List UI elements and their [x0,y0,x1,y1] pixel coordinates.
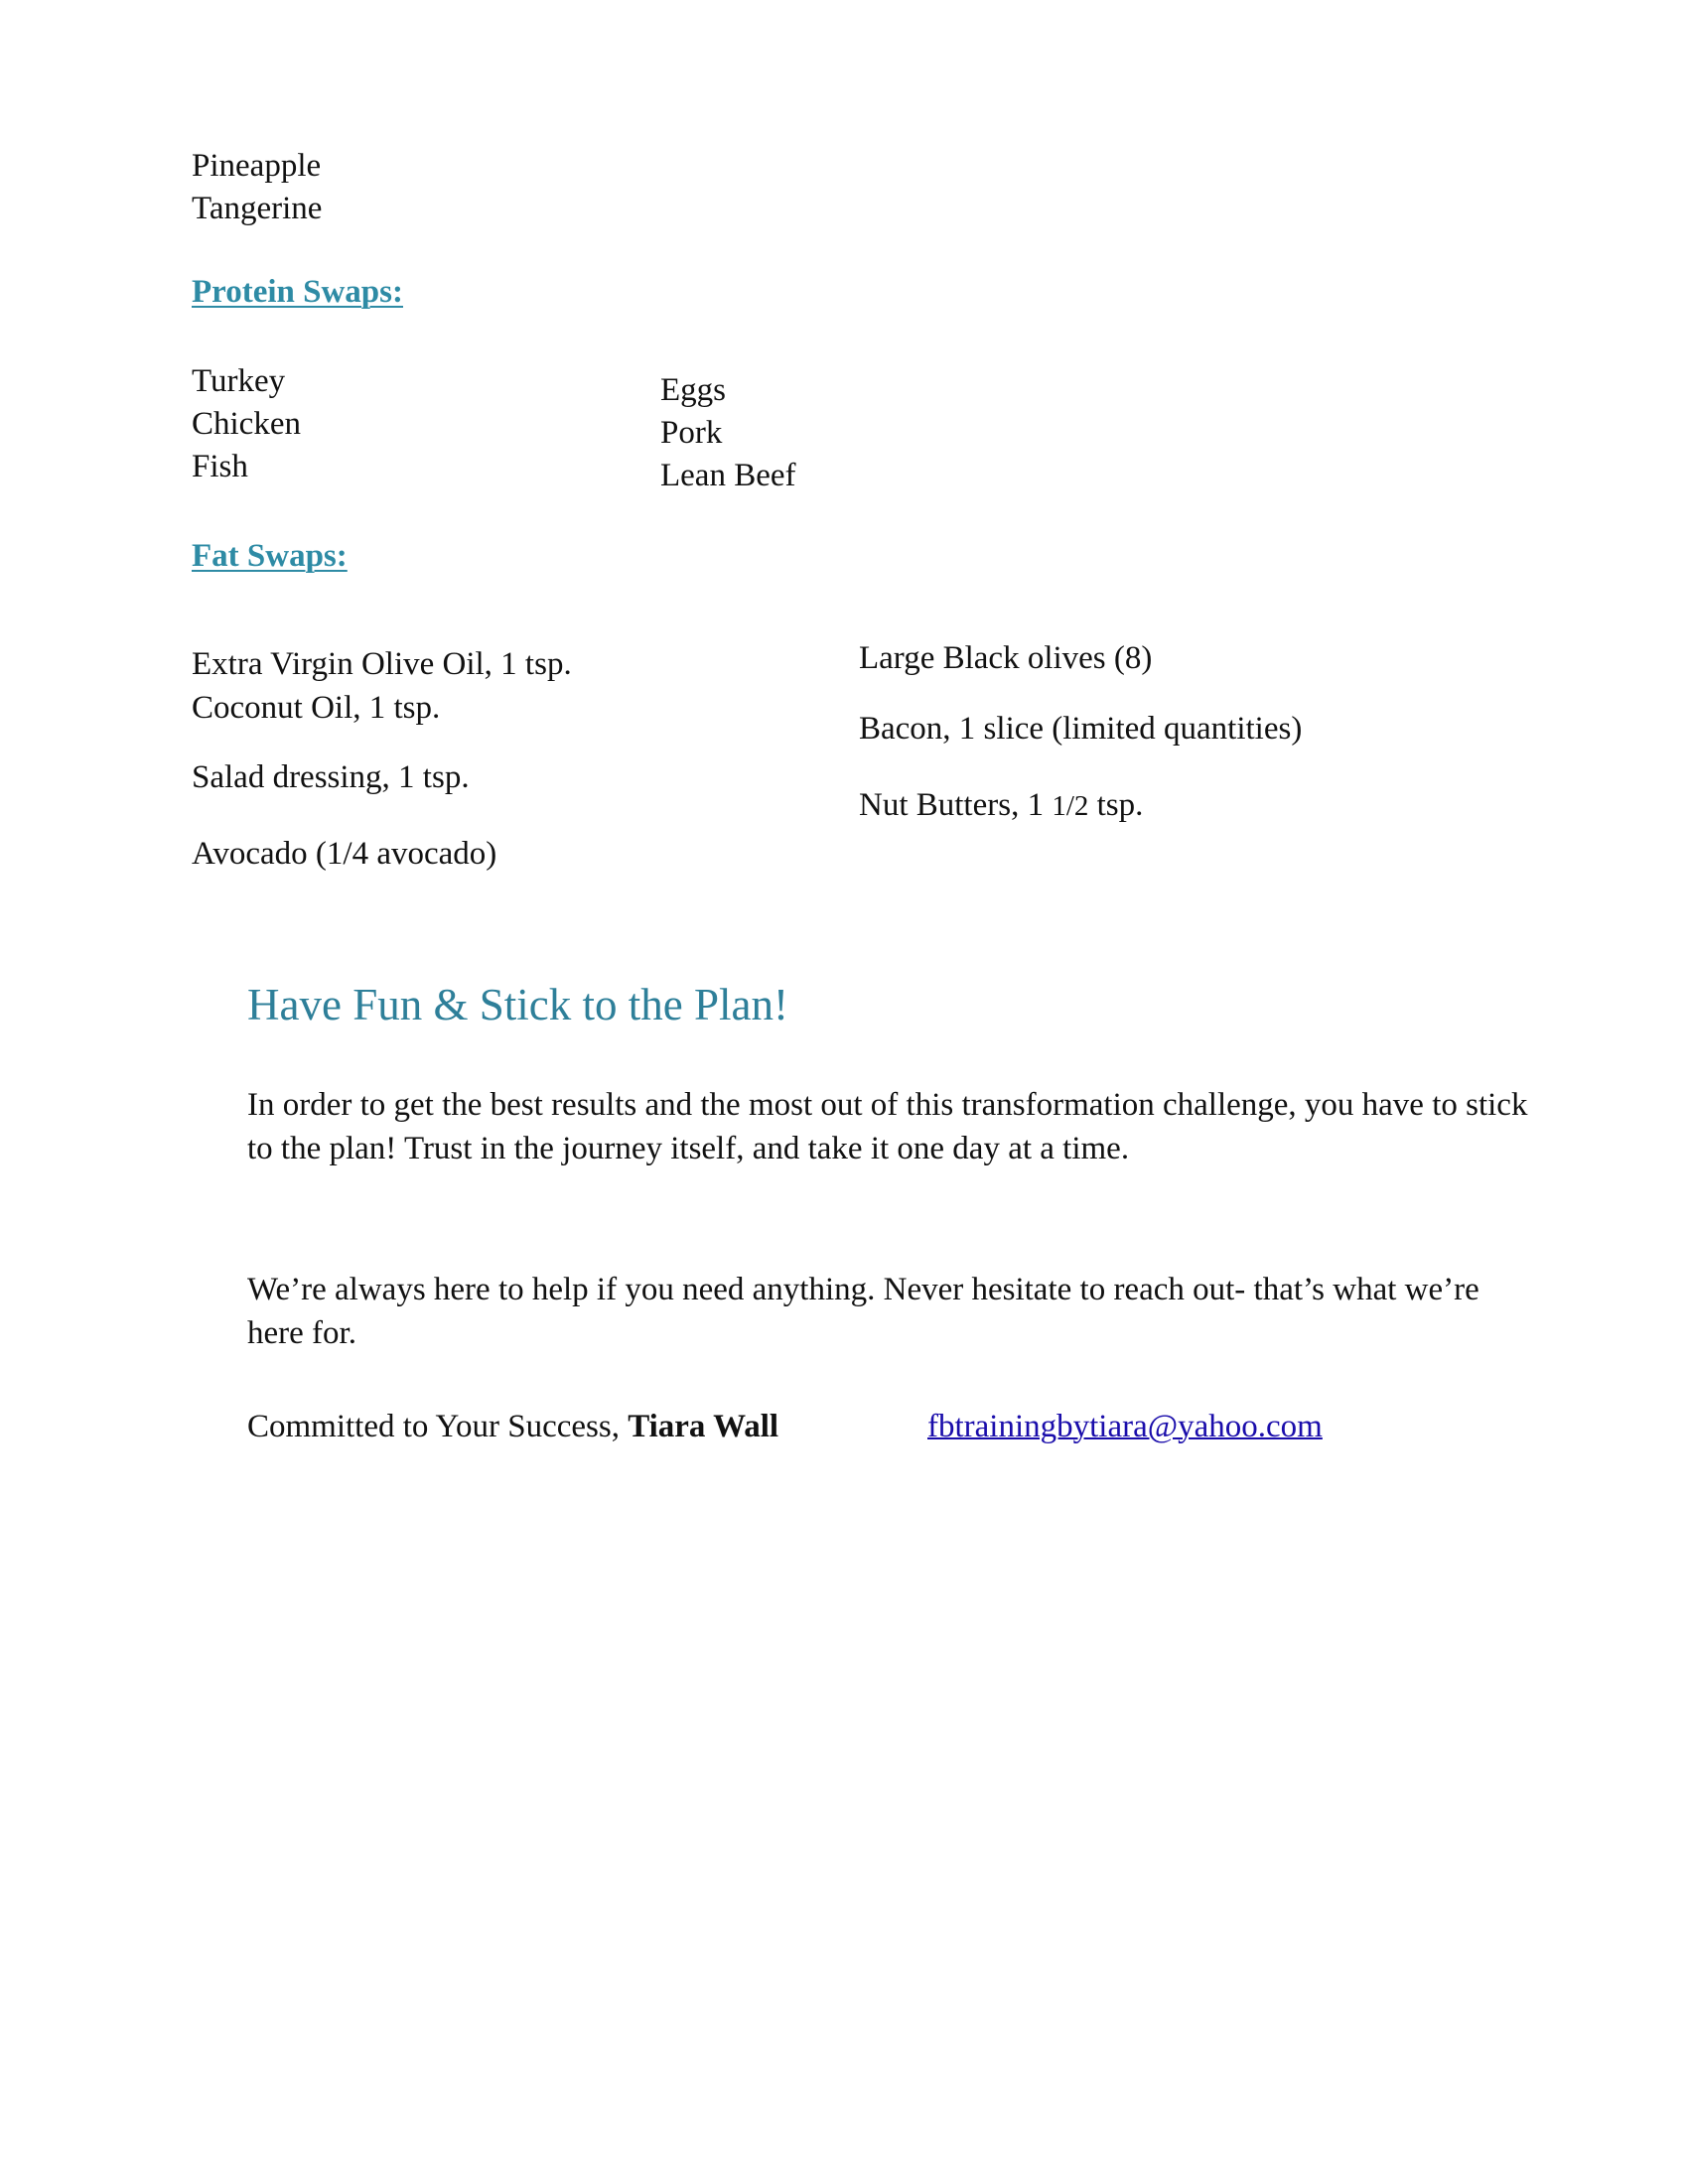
fat-item-avocado: Avocado (1/4 avocado) [192,836,497,872]
fat-item-nut-butters [859,783,1143,828]
signoff-line [247,1405,778,1448]
protein-swaps-heading: Protein Swaps: [192,274,403,310]
list-item: Tangerine [192,191,323,226]
signoff-text: Committed to Your Success, [247,1409,629,1444]
list-item: Chicken [192,406,301,442]
fat-item-evoo: Extra Virgin Olive Oil, 1 tsp. [192,646,572,682]
nut-butters-fraction: 1/2 [1052,790,1089,822]
list-item: Lean Beef [660,458,796,493]
protein-list-right [660,369,796,497]
nut-butters-text: Nut Butters, 1 [859,787,1053,823]
fat-swaps-heading: Fat Swaps: [192,538,348,574]
list-item: Turkey [192,363,286,399]
fat-item-salad-dressing: Salad dressing, 1 tsp. [192,759,470,795]
nut-butters-unit: tsp. [1088,787,1144,823]
fat-item-bacon: Bacon, 1 slice (limited quantities) [859,711,1303,747]
signoff-name: Tiara Wall [628,1409,779,1444]
list-item: Pineapple [192,148,322,184]
fat-item-coconut: Coconut Oil, 1 tsp. [192,690,441,726]
fruit-list [192,145,322,230]
list-item: Eggs [660,372,726,408]
fat-item-olives: Large Black olives (8) [859,640,1153,676]
email-link[interactable]: fbtrainingbytiara@yahoo.com [927,1409,1323,1444]
closing-paragraph-2: We’re always here to help if you need anything. Never hesitate to reach out- that’s what we’re here for. [247,1272,1479,1351]
list-item: Pork [660,415,723,451]
protein-list-left [192,360,301,488]
closing-paragraph-1: In order to get the best results and the most out of this transformation challenge, you have to stick to the plan! Trust in the journey itself, and take it one day at a time. [247,1087,1528,1166]
closing-title: Have Fun & Stick to the Plan! [247,980,788,1029]
list-item: Fish [192,449,248,484]
